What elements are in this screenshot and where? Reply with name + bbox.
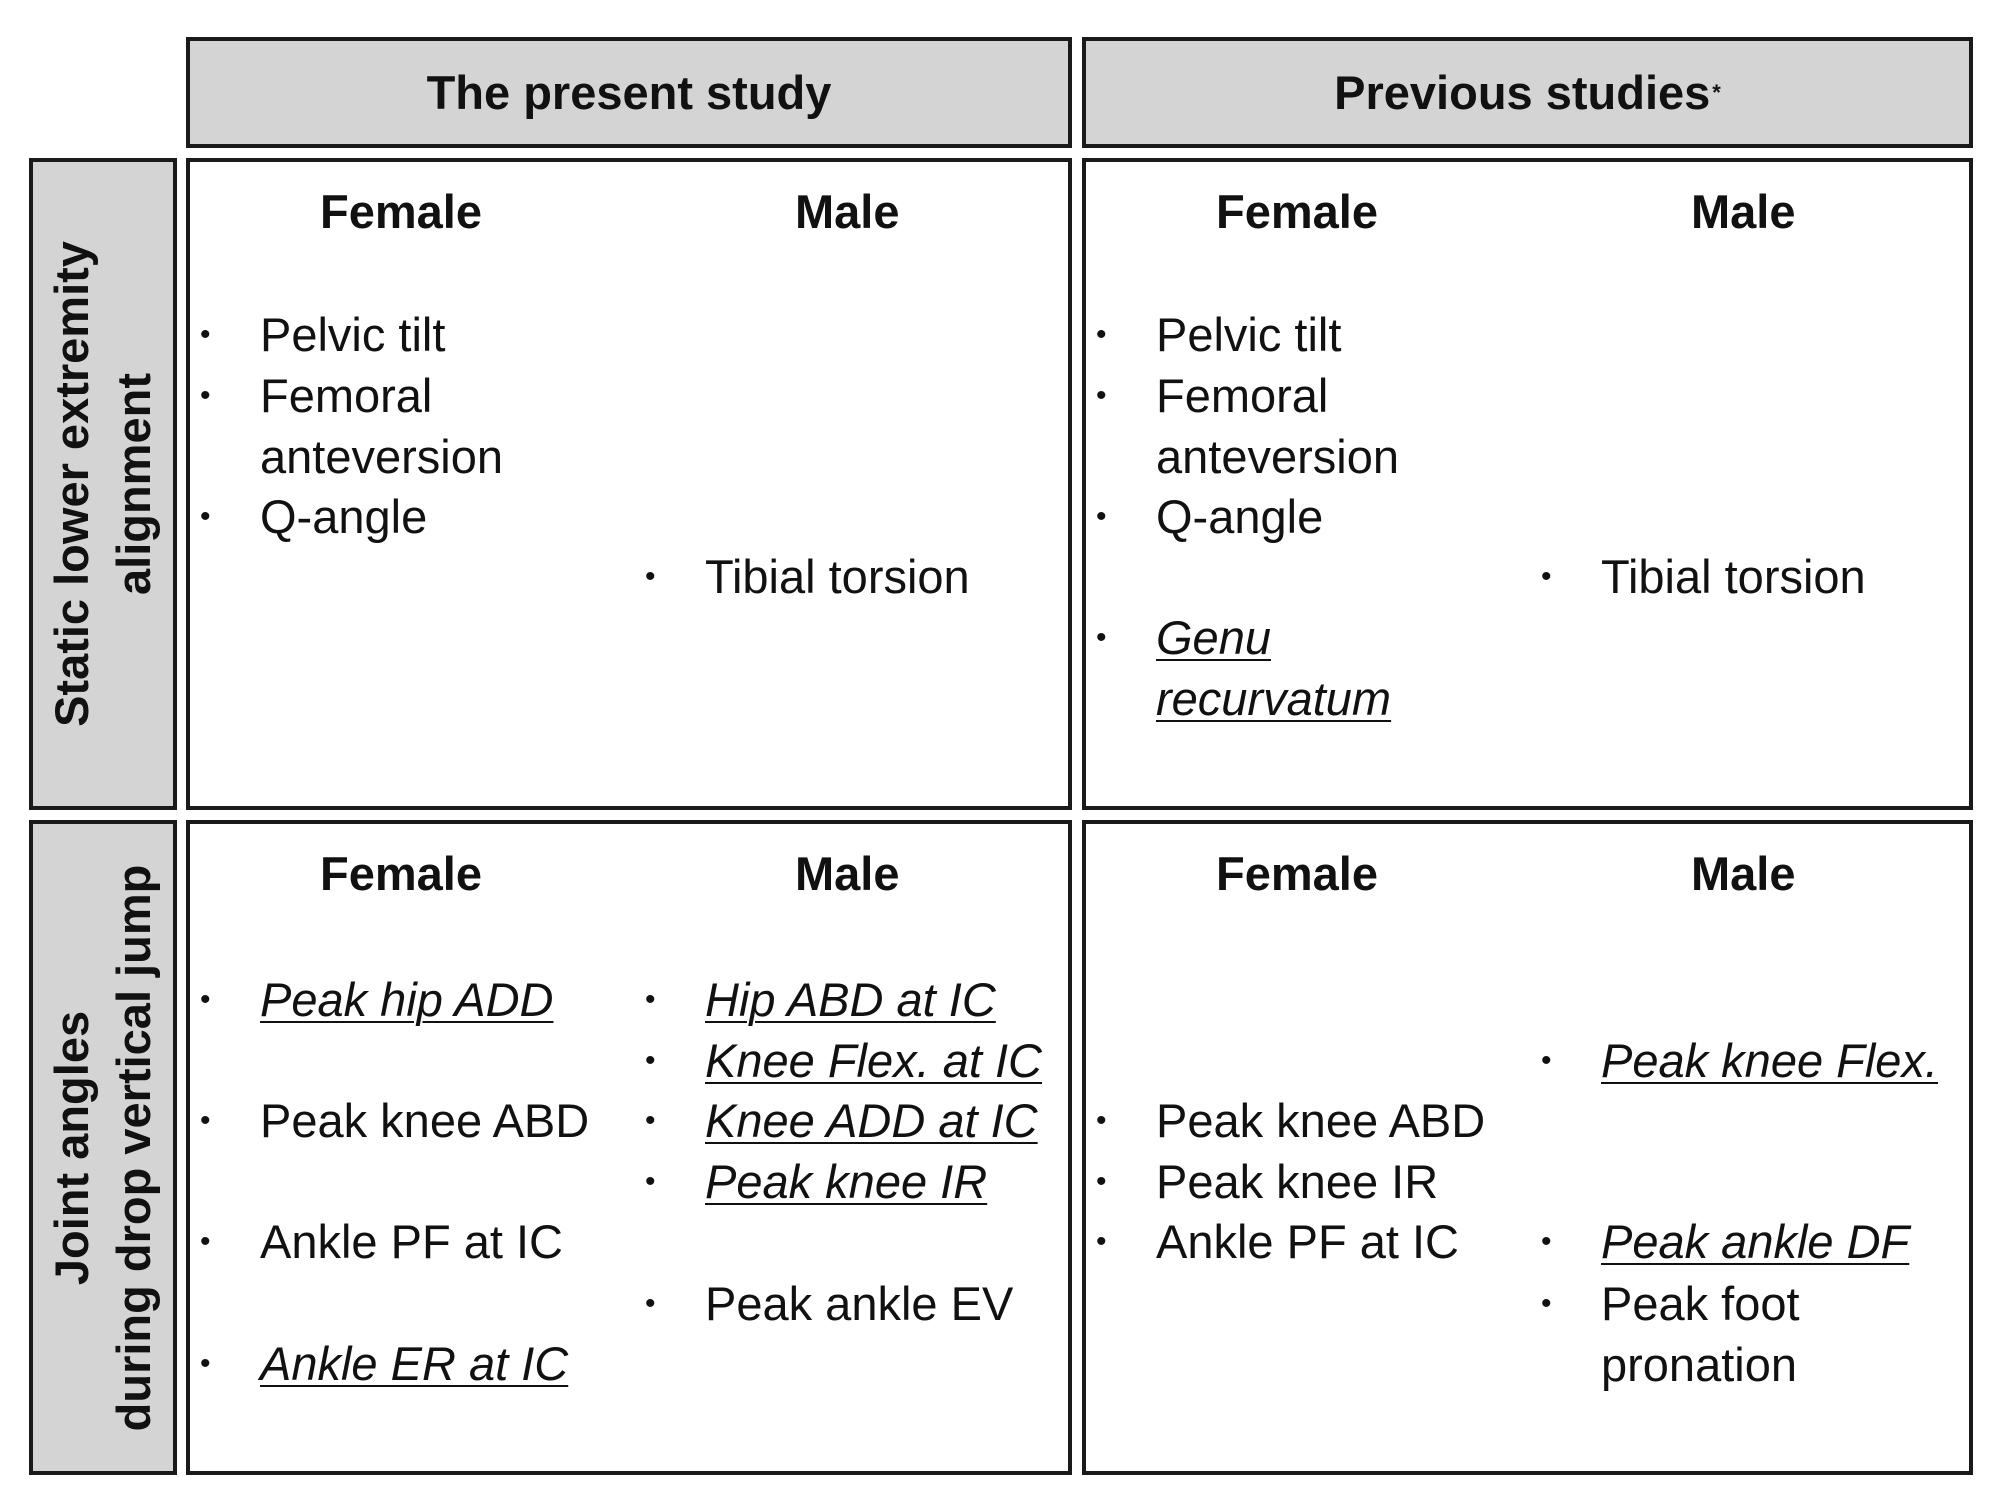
male-heading: Male (1691, 185, 1796, 238)
list-item-label: Q-angle (260, 490, 428, 543)
male-heading: Male (795, 185, 900, 238)
female-heading: Female (320, 847, 482, 900)
list-item-label: Ankle PF at IC (1156, 1215, 1459, 1268)
bullet-icon: • (200, 1104, 211, 1137)
list-item-label: Peak ankle EV (705, 1277, 1014, 1330)
bullet-icon: • (1541, 1044, 1552, 1077)
bullet-icon: • (645, 1044, 656, 1077)
list-item-label: Femoral (260, 369, 433, 422)
list-item (1096, 1090, 1486, 1151)
list-item (645, 546, 970, 607)
list-item (1541, 1030, 1939, 1091)
column-header-present (186, 37, 1072, 148)
list-item (1096, 1211, 1459, 1272)
list-item-label: Ankle PF at IC (260, 1215, 563, 1268)
list-item-label: Femoral (1156, 369, 1329, 422)
list-item-label-continuation: recurvatum (1156, 672, 1392, 725)
list-item (200, 304, 446, 365)
list-item-label: Peak knee IR (705, 1155, 988, 1208)
list-item (1096, 365, 1399, 487)
list-item (1541, 1273, 1800, 1395)
list-item-label: Knee ADD at IC (705, 1094, 1038, 1147)
list-item (645, 1090, 1038, 1151)
list-item (645, 1151, 988, 1212)
bullet-icon: • (645, 1287, 656, 1320)
list-item (200, 365, 503, 487)
list-item-label: Hip ABD at IC (705, 973, 996, 1026)
list-item-label: Peak knee ABD (260, 1094, 590, 1147)
list-item-label: Knee Flex. at IC (705, 1034, 1042, 1087)
bullet-icon: • (200, 379, 211, 412)
list-item-label: Peak knee ABD (1156, 1094, 1486, 1147)
bullet-icon: • (1096, 1165, 1107, 1198)
list-item-label: Tibial torsion (1601, 550, 1866, 603)
list-item-label: Tibial torsion (705, 550, 970, 603)
female-heading: Female (1216, 847, 1378, 900)
bullet-icon: • (200, 983, 211, 1016)
list-item-label: Ankle ER at IC (260, 1337, 569, 1390)
cell-static-previous (1082, 158, 1973, 810)
list-item-label: Peak foot (1601, 1277, 1800, 1330)
list-item-label-continuation: anteversion (1156, 430, 1399, 483)
bullet-icon: • (1096, 1104, 1107, 1137)
bullet-icon: • (200, 1225, 211, 1258)
list-item-label: Peak hip ADD (260, 973, 554, 1026)
bullet-icon: • (645, 560, 656, 593)
bullet-icon: • (1096, 500, 1107, 533)
list-item (1096, 486, 1324, 547)
bullet-icon: • (1096, 379, 1107, 412)
male-heading: Male (1691, 847, 1796, 900)
list-item-label: Genu (1156, 611, 1271, 664)
cell-dynamic-previous (1082, 820, 1973, 1475)
bullet-icon: • (1541, 1287, 1552, 1320)
row-header-dynamic-label: Joint angles during drop vertical jump (45, 864, 160, 1431)
list-item (645, 1030, 1042, 1091)
list-item (1541, 1211, 1910, 1272)
list-item (200, 969, 554, 1030)
list-item (645, 969, 996, 1030)
bullet-icon: • (200, 500, 211, 533)
list-item (1096, 607, 1392, 729)
list-item (1541, 546, 1866, 607)
bullet-icon: • (1541, 560, 1552, 593)
bullet-icon: • (200, 318, 211, 351)
bullet-icon: • (645, 1104, 656, 1137)
list-item-label-continuation: pronation (1601, 1338, 1797, 1391)
list-item (200, 1211, 563, 1272)
row-header-dynamic (29, 820, 177, 1475)
list-item-label: Peak knee Flex. (1601, 1034, 1939, 1087)
list-item-label: Q-angle (1156, 490, 1324, 543)
male-heading: Male (795, 847, 900, 900)
cell-static-present (186, 158, 1072, 810)
list-item (1096, 304, 1342, 365)
list-item (1096, 1151, 1439, 1212)
column-header-previous-label: Previous studies (1334, 66, 1711, 119)
list-item (200, 1090, 590, 1151)
bullet-icon: • (1096, 1225, 1107, 1258)
bullet-icon: • (1096, 621, 1107, 654)
list-item-label: Pelvic tilt (260, 308, 446, 361)
list-item-label: Peak ankle DF (1601, 1215, 1910, 1268)
column-header-present-label: The present study (426, 66, 832, 119)
bullet-icon: • (1096, 318, 1107, 351)
row-header-static-label: Static lower extremity alignment (45, 241, 160, 727)
list-item (645, 1273, 1014, 1334)
list-item (200, 1333, 569, 1394)
bullet-icon: • (645, 983, 656, 1016)
list-item-label: Peak knee IR (1156, 1155, 1439, 1208)
footnote-marker: * (1712, 79, 1721, 105)
list-item (200, 486, 428, 547)
list-item-label-continuation: anteversion (260, 430, 503, 483)
female-heading: Female (320, 185, 482, 238)
cell-dynamic-present (186, 820, 1072, 1475)
female-heading: Female (1216, 185, 1378, 238)
row-header-static (29, 158, 177, 810)
column-header-previous (1082, 37, 1973, 148)
bullet-icon: • (200, 1347, 211, 1380)
bullet-icon: • (1541, 1225, 1552, 1258)
bullet-icon: • (645, 1165, 656, 1198)
list-item-label: Pelvic tilt (1156, 308, 1342, 361)
